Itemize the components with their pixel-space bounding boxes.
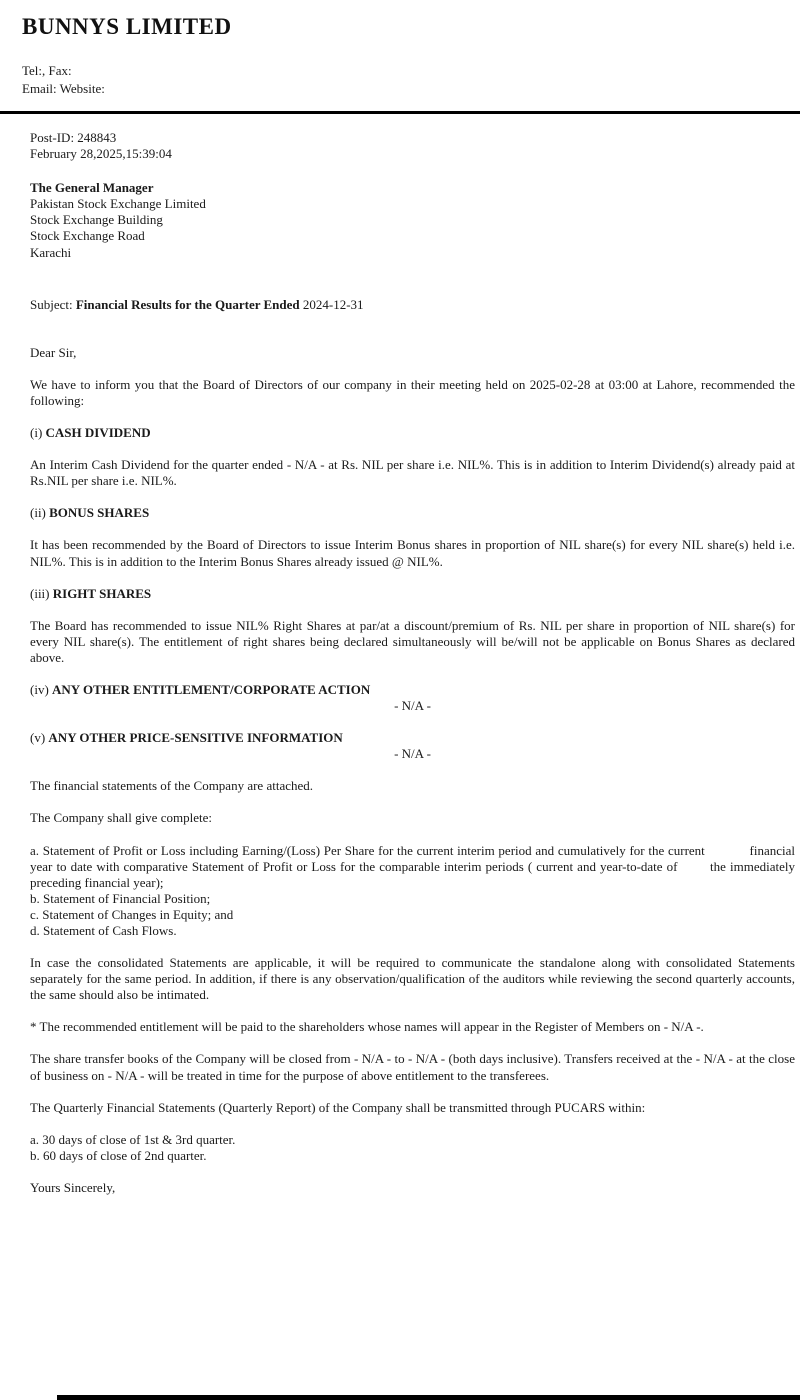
tel-fax-line: Tel:, Fax: [22, 63, 72, 78]
recipient-line: Stock Exchange Road [30, 228, 145, 244]
section-paragraph-iii: The Board has recommended to issue NIL% Right Shares at par/at a discount/premium of Rs. NIL per share in proportion of NIL share(s) for every NIL share(s). The entitlement of right shares being declared simultaneously will be/will not be applicable on Bonus Shares as declared above. [30, 617, 795, 665]
post-id: Post-ID: 248843 [30, 130, 117, 145]
subject-label: Subject: [30, 296, 73, 312]
bottom-partial-rule [57, 1395, 800, 1400]
salutation: Dear Sir, [30, 344, 77, 360]
section-heading-v [30, 730, 795, 746]
recipient-line: Pakistan Stock Exchange Limited [30, 196, 206, 212]
section-title: RIGHT SHARES [52, 585, 152, 601]
na-value: - N/A - [394, 698, 431, 714]
post-datetime: February 28,2025,15:39:04 [30, 146, 172, 162]
pucars-paragraph: The Quarterly Financial Statements (Quarterly Report) of the Company shall be transmitted through PUCARS within: [30, 1099, 646, 1115]
letterhead [0, 0, 800, 98]
recipient-line: Stock Exchange Building [30, 212, 163, 228]
section-number: (i) [30, 425, 43, 441]
statements-attached-paragraph: The financial statements of the Company are attached. [30, 778, 313, 794]
section-title: CASH DIVIDEND [45, 425, 151, 441]
intro-paragraph: We have to inform you that the Board of Directors of our company in their meeting held on 2025-02-28 at 03:00 at Lahore, recommended the following: [30, 376, 795, 408]
section-v [30, 730, 795, 762]
section-number: (iv) [30, 681, 49, 697]
email-website-line: Email: Website: [22, 81, 105, 96]
meta-block [30, 130, 795, 162]
section-iv [30, 682, 795, 714]
section-paragraph-i: An Interim Cash Dividend for the quarter ended - N/A - at Rs. NIL per share i.e. NIL%. This is in addition to Interim Dividend(s) already paid at Rs.NIL per share i.e. NIL%. [30, 457, 795, 489]
pucars-list [30, 1132, 795, 1164]
pucars-item: b. 60 days of close of 2nd quarter. [30, 1147, 207, 1163]
letter-body [0, 114, 800, 1196]
recipient-address [30, 180, 795, 260]
section-title: BONUS SHARES [49, 505, 150, 521]
statement-item: b. Statement of Financial Position; [30, 890, 211, 906]
recipient-title: The General Manager [30, 180, 154, 196]
transfer-books-paragraph: The share transfer books of the Company will be closed from - N/A - to - N/A - (both days inclusive). Transfers received at the - N/A - at the close of business on - N/A - will be treated in time for the purpose of above entitlement to the transferees. [30, 1051, 795, 1083]
contact-block [22, 62, 780, 98]
subject-line [30, 297, 795, 313]
statement-item: a. Statement of Profit or Loss including Earning/(Loss) Per Share for the current interim period and cumulatively for the current financial year to date with comparative Statement of Profit or Loss for the comparable interim periods ( current and year-to-date of the immediately preceding financial year); [30, 842, 799, 890]
section-number: (ii) [30, 505, 46, 521]
subject-text: Financial Results for the Quarter Ended [75, 296, 300, 312]
statement-item: d. Statement of Cash Flows. [30, 923, 177, 938]
section-title: ANY OTHER PRICE-SENSITIVE INFORMATION [48, 730, 343, 746]
pucars-item: a. 30 days of close of 1st & 3rd quarter. [30, 1131, 236, 1147]
section-number: (v) [30, 730, 46, 746]
give-complete-paragraph: The Company shall give complete: [30, 810, 212, 826]
statements-list [30, 842, 799, 940]
section-number: (iii) [30, 585, 50, 601]
statement-item: c. Statement of Changes in Equity; and [30, 906, 234, 922]
company-name: BUNNYS LIMITED [22, 14, 232, 39]
register-note-paragraph: * The recommended entitlement will be paid to the shareholders whose names will appear in the Register of Members on - N/A -. [30, 1019, 704, 1035]
section-heading-iv [30, 682, 795, 698]
subject-date: 2024-12-31 [302, 296, 364, 312]
section-paragraph-ii: It has been recommended by the Board of Directors to issue Interim Bonus shares in proportion of NIL share(s) for every NIL share(s) held i.e. NIL%. This is in addition to the Interim Bonus Shares already issued @ NIL%. [30, 537, 795, 569]
section-heading-iii [30, 586, 795, 602]
section-title: ANY OTHER ENTITLEMENT/CORPORATE ACTION [52, 681, 371, 697]
section-heading-ii [30, 505, 795, 521]
signoff: Yours Sincerely, [30, 1179, 116, 1195]
na-value: - N/A - [394, 746, 431, 762]
section-heading-i [30, 425, 795, 441]
consolidated-paragraph: In case the consolidated Statements are applicable, it will be required to communicate the standalone along with consolidated Statements separately for the same period. In addition, if there is any observation/qualification of the auditors while reviewing the second quarterly accounts, the same should also be intimated. [30, 955, 795, 1003]
recipient-line: Karachi [30, 244, 72, 260]
